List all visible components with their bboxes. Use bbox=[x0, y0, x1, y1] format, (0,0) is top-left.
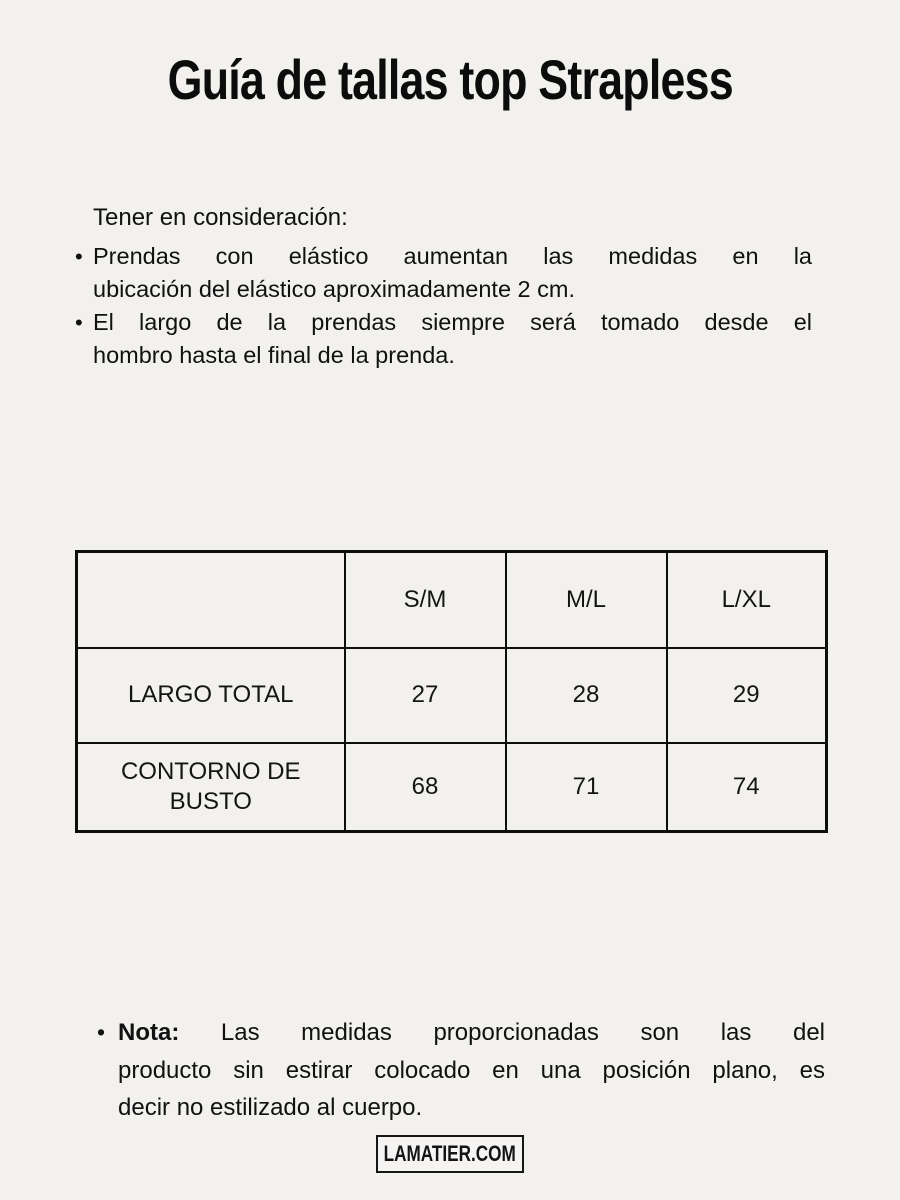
considerations-list bbox=[75, 240, 812, 372]
brand-badge bbox=[376, 1135, 524, 1173]
measurement-label: LARGO TOTAL bbox=[77, 648, 345, 743]
note-label: Nota: bbox=[118, 1019, 180, 1046]
size-table bbox=[75, 550, 828, 833]
measurement-value: 71 bbox=[506, 743, 667, 832]
measurement-value: 68 bbox=[345, 743, 506, 832]
consideration-line: El largo de la prendas siempre será tomado desde el bbox=[93, 309, 812, 335]
note-line-text: Las medidas proporcionadas son las del bbox=[220, 1019, 825, 1046]
note-line: decir no estilizado al cuerpo. bbox=[118, 1094, 423, 1121]
table-row bbox=[77, 648, 827, 743]
measurement-value: 74 bbox=[667, 743, 827, 832]
note-line: producto sin estirar colocado en una posición plano, es bbox=[118, 1056, 825, 1084]
measurement-label: CONTORNO DE BUSTO bbox=[77, 743, 345, 832]
note-item bbox=[97, 1014, 825, 1127]
consideration-line: ubicación del elástico aproximadamente 2 cm. bbox=[93, 276, 576, 302]
bullet-icon: • bbox=[75, 310, 83, 335]
bullet-icon: • bbox=[97, 1019, 106, 1045]
measurement-value: 29 bbox=[667, 648, 827, 743]
consideration-line: Prendas con elástico aumentan las medidas en la bbox=[93, 243, 812, 269]
table-row bbox=[77, 743, 827, 832]
consideration-item bbox=[75, 240, 812, 306]
measurement-value: 28 bbox=[506, 648, 667, 743]
measurement-value: 27 bbox=[345, 648, 506, 743]
footer-area bbox=[0, 1135, 900, 1173]
bullet-icon: • bbox=[75, 244, 83, 269]
consideration-line: hombro hasta el final de la prenda. bbox=[93, 342, 455, 368]
considerations-heading: Tener en consideración: bbox=[93, 204, 348, 231]
title-area bbox=[0, 48, 900, 111]
table-header-row bbox=[77, 552, 827, 648]
empty-corner-cell bbox=[77, 552, 345, 648]
brand-name: LAMATIER.COM bbox=[383, 1141, 517, 1166]
note-line bbox=[118, 1014, 825, 1052]
size-column-header: L/XL bbox=[667, 552, 827, 648]
size-column-header: M/L bbox=[506, 552, 667, 648]
size-column-header: S/M bbox=[345, 552, 506, 648]
consideration-item bbox=[75, 306, 812, 372]
page-title: Guía de tallas top Strapless bbox=[167, 48, 733, 111]
